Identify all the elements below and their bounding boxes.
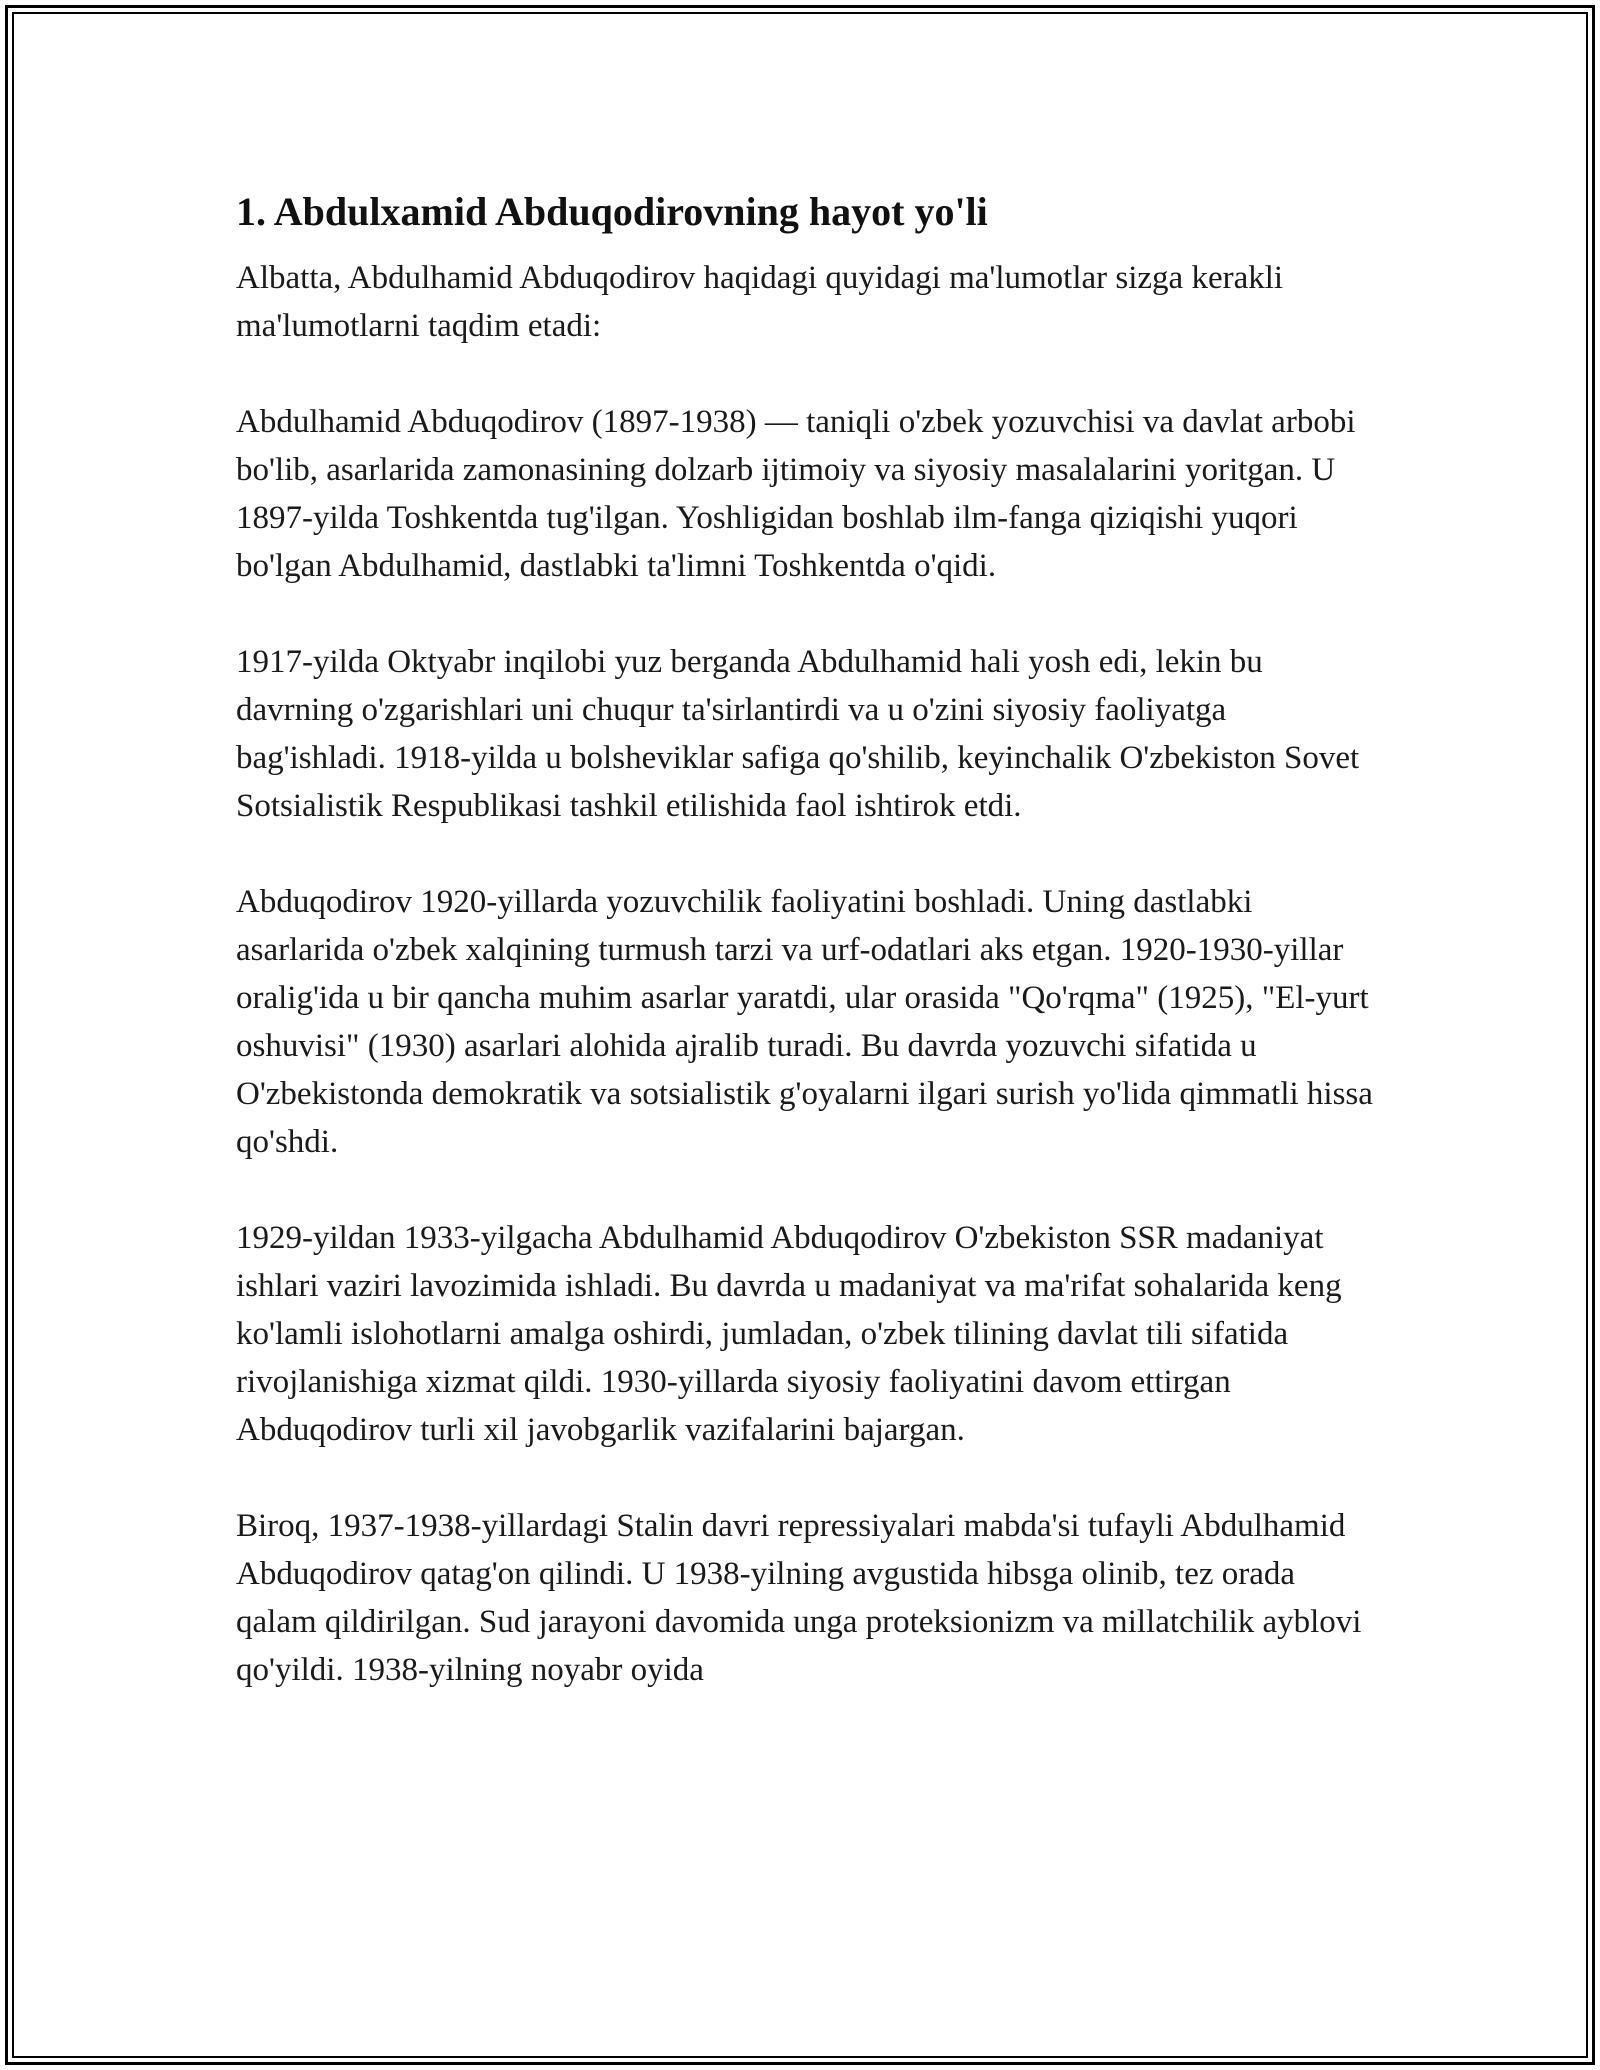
paragraph-minister: 1929-yildan 1933-yilgacha Abdulhamid Abduqodirov O'zbekiston SSR madaniyat ishlari vaziri lavozimida ishladi. Bu davrda u madaniyat va ma'rifat sohalarida keng ko'lamli islohotlarni amalga oshirdi, jumladan, o'zbek tilining davlat tili sifatida rivojlanishiga xizmat qildi. 1930-yillarda siyosiy faoliyatini davom ettirgan Abduqodirov turli xil javobgarlik vazifalarini bajargan. <box>236 1220 1342 1448</box>
document-body <box>236 186 1376 1694</box>
section-heading: 1. Abdulxamid Abduqodirovning hayot yo'li <box>236 189 988 234</box>
paragraph-writing-career: Abduqodirov 1920-yillarda yozuvchilik faoliyatini boshladi. Uning dastlabki asarlarida o'zbek xalqining turmush tarzi va urf-odatlari aks etgan. 1920-1930-yillar oralig'ida u bir qancha muhim asarlar yaratdi, ular orasida "Qo'rqma" (1925), "El-yurt oshuvisi" (1930) asarlari alohida ajralib turadi. Bu davrda yozuvchi sifatida u O'zbekistonda demokratik va sotsialistik g'oyalarni ilgari surish yo'lida qimmatli hissa qo'shdi. <box>236 884 1373 1160</box>
paragraph-revolution: 1917-yilda Oktyabr inqilobi yuz berganda Abdulhamid hali yosh edi, lekin bu davrning o'zgarishlari uni chuqur ta'sirlantirdi va u o'zini siyosiy faoliyatga bag'ishladi. 1918-yilda u bolsheviklar safiga qo'shilib, keyinchalik O'zbekiston Sovet Sotsialistik Respublikasi tashkil etilishida faol ishtirok etdi. <box>236 644 1360 824</box>
paragraph-repression: Biroq, 1937-1938-yillardagi Stalin davri repressiyalari mabda'si tufayli Abdulhamid Abduqodirov qatag'on qilindi. U 1938-yilning avgustida hibsga olinib, tez orada qalam qildirilgan. Sud jarayoni davomida unga proteksionizm va millatchilik ayblovi qo'yildi. 1938-yilning noyabr oyida <box>236 1508 1362 1688</box>
paragraph-biography: Abdulhamid Abduqodirov (1897-1938) — taniqli o'zbek yozuvchisi va davlat arbobi bo'lib, asarlarida zamonasining dolzarb ijtimoiy va siyosiy masalalarini yoritgan. U 1897-yilda Toshkentda tug'ilgan. Yoshligidan boshlab ilm-fanga qiziqishi yuqori bo'lgan Abdulhamid, dastlabki ta'limni Toshkentda o'qidi. <box>236 404 1356 584</box>
paragraph-intro: Albatta, Abdulhamid Abduqodirov haqidagi quyidagi ma'lumotlar sizga kerakli ma'lumotlarni taqdim etadi: <box>236 260 1284 344</box>
